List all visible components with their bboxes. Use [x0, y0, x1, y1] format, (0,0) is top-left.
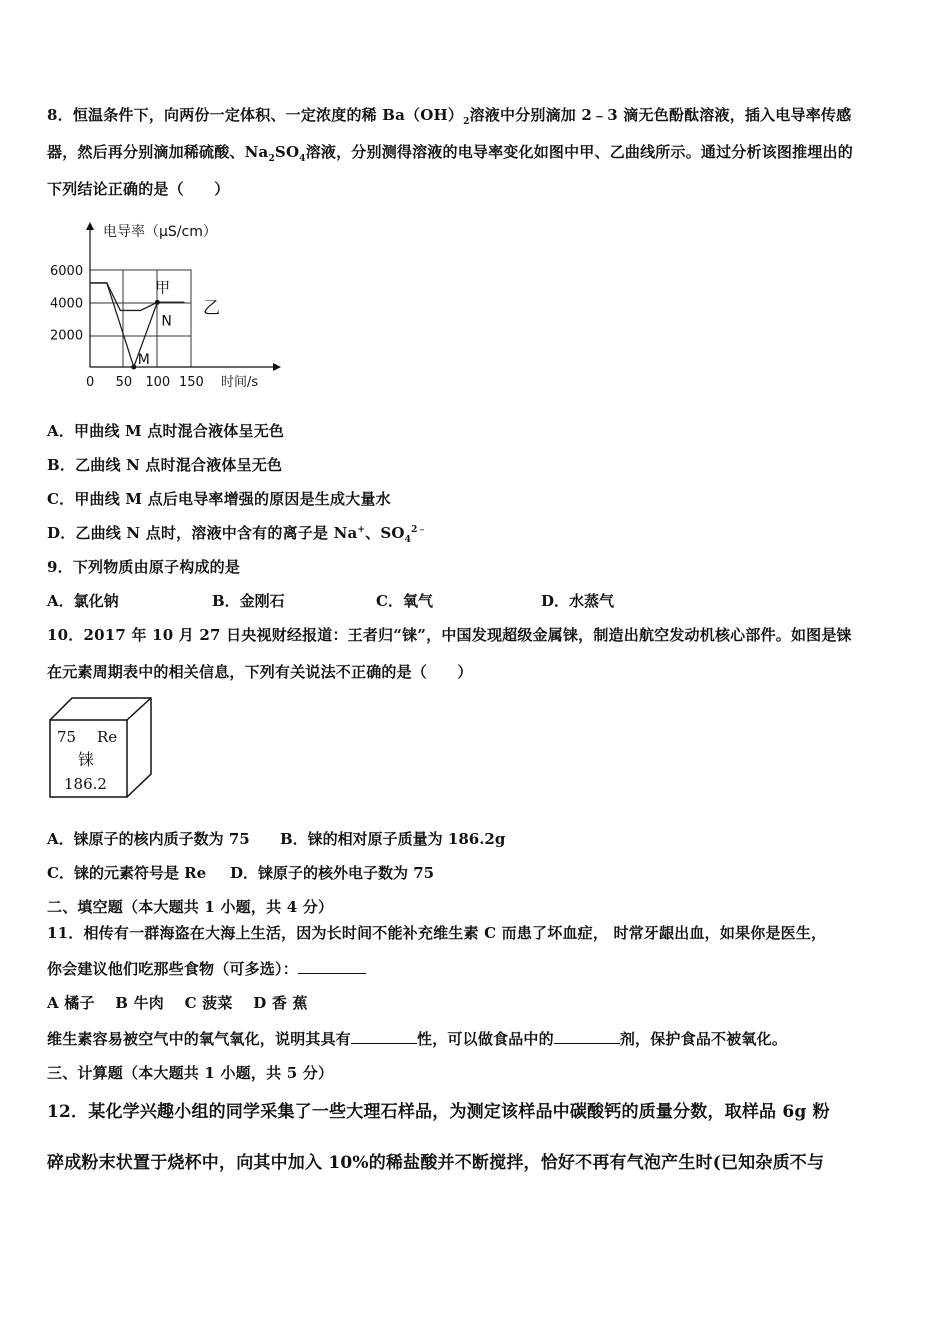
q10-option-a: A．铼原子的核内质子数为 75 [47, 830, 250, 848]
q11-line-1: 11．相传有一群海盗在大海上生活，因为长时间不能补充维生素 C 而患了坏血症， 时常牙龈出血，如果你是医生， [47, 924, 827, 942]
label-n: N [161, 313, 172, 330]
x-tick-labels [86, 375, 204, 390]
y-tick-2000: 2000 [50, 328, 84, 344]
x-axis-arrow [273, 363, 281, 371]
label-yi: 乙 [203, 298, 220, 319]
y-tick-labels [50, 264, 83, 344]
x-tick-150: 150 [179, 375, 204, 390]
x-axis-label: 时间/s [221, 375, 259, 390]
x-tick-100: 100 [145, 375, 171, 390]
q8-option-b: B．乙曲线 N 点时混合液体呈无色 [47, 456, 283, 474]
q9-option-b: B．金刚石 [212, 592, 285, 610]
point-m [131, 365, 136, 370]
element-number: 75 [57, 728, 77, 746]
element-symbol: Re [97, 728, 118, 746]
q8-option-c: C．甲曲线 M 点后电导率增强的原因是生成大量水 [47, 490, 391, 508]
q9-stem: 9．下列物质由原子构成的是 [47, 558, 241, 576]
q10-option-c: C．铼的元素符号是 Re [47, 864, 207, 882]
conductivity-chart [47, 214, 287, 394]
q12-line-2: 碎成粉末状置于烧杯中，向其中加入 10%的稀盐酸并不断搅拌，恰好不再有气泡产生时(已知杂质不与 [47, 1153, 825, 1173]
q10-line-1: 10．2017 年 10 月 27 日央视财经报道：王者归“铼”，中国发现超级金属铼，制造出航空发动机核心部件。如图是铼 [47, 626, 852, 644]
q10-line-2: 在元素周期表中的相关信息，下列有关说法不正确的是（ ） [47, 663, 473, 681]
q8-line-2: 器，然后再分别滴加稀硫酸、$Na_2SO_4$溶液，分别测得溶液的电导率变化如图中甲、乙曲线所示。通过分析该图推埋出的 [47, 143, 853, 164]
x-tick-50: 50 [115, 375, 133, 390]
y-axis-label: 电导率（μS/cm） [103, 224, 217, 240]
answer-blank-1[interactable] [298, 960, 366, 974]
q11-options: A 橘子 B 牛肉 C 菠菜 D 香 蕉 [47, 994, 308, 1012]
rhenium-element-tile [47, 694, 159, 802]
q8-option-a: A．甲曲线 M 点时混合液体呈无色 [47, 422, 285, 440]
q9-option-c: C．氧气 [376, 592, 433, 610]
q12-line-1: 12．某化学兴趣小组的同学采集了一些大理石样品，为测定该样品中碳酸钙的质量分数，取样品 6g 粉 [47, 1102, 830, 1122]
q8-line-3: 下列结论正确的是（ ） [47, 180, 230, 198]
q11-line-4: 维生素容易被空气中的氧气氧化，说明其具有 性，可以做食品中的 剂，保护食品不被氧化。 [47, 1030, 788, 1048]
element-mass: 186.2 [64, 775, 107, 793]
y-axis-arrow [86, 222, 94, 230]
label-m: M [137, 352, 150, 368]
q9-option-d: D．水蒸气 [541, 592, 615, 610]
q8-option-d: D．乙曲线 N 点时，溶液中含有的离子是 Na+、$SO_4^{2﹣}$ [47, 524, 427, 545]
series-line-乙 [90, 283, 184, 310]
q9-option-a: A．氯化钠 [47, 592, 119, 610]
answer-blank-2[interactable] [351, 1030, 417, 1044]
tile-edge [127, 698, 151, 720]
y-tick-4000: 4000 [50, 296, 84, 312]
annotation-layer [131, 278, 220, 369]
answer-blank-3[interactable] [554, 1030, 620, 1044]
q11-line-2: 你会建议他们吃那些食物（可多选）： [47, 958, 366, 979]
q10-option-d: D．铼原子的核外电子数为 75 [230, 864, 435, 882]
section-3-heading: 三、计算题（本大题共 1 小题，共 5 分） [47, 1064, 334, 1082]
q10-option-b: B．铼的相对原子质量为 186.2g [280, 830, 506, 848]
element-name: 铼 [78, 750, 95, 769]
y-tick-6000: 6000 [50, 264, 84, 279]
label-jia: 甲 [155, 278, 171, 297]
q8-line-1: 8．恒温条件下，向两份一定体积、一定浓度的稀 $Ba(OH)_2$溶液中分别滴加 2﹣3 滴无色酚酞溶液，插入电导率传感 [47, 106, 852, 127]
x-tick-0: 0 [86, 375, 95, 390]
point-n [155, 300, 160, 305]
section-2-heading: 二、填空题（本大题共 1 小题，共 4 分） [47, 898, 334, 916]
